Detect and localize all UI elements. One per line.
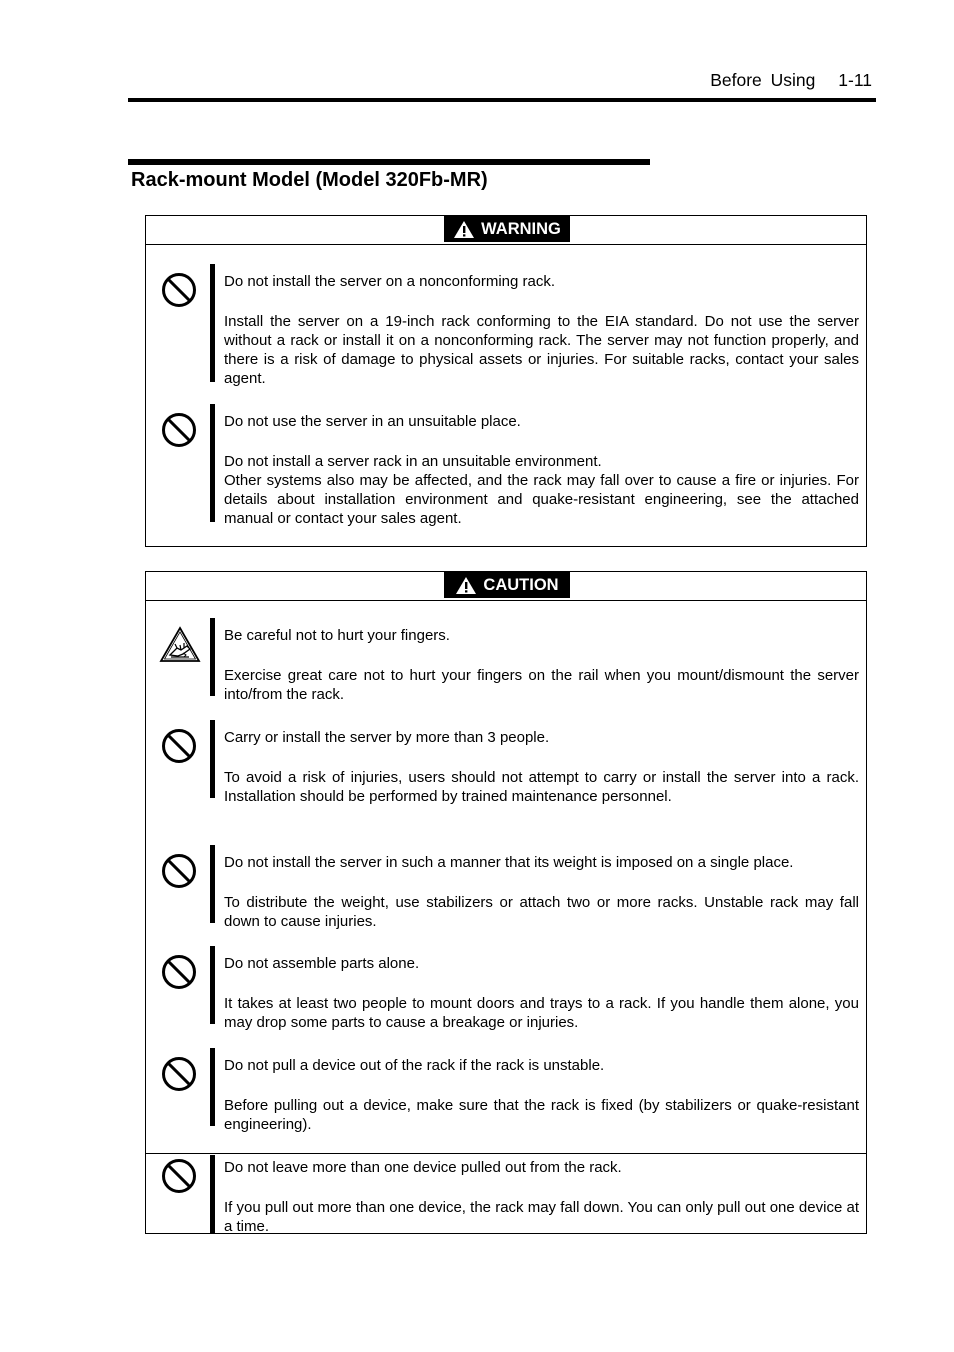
- item-title: Do not leave more than one device pulled out from the rack.: [224, 1159, 622, 1176]
- item-bar: [210, 845, 215, 923]
- section-rule: [128, 159, 650, 165]
- item-text: [224, 853, 859, 931]
- item-bar: [210, 1048, 215, 1126]
- caution-box: [145, 571, 867, 1234]
- prohibition-icon: [161, 412, 197, 448]
- caution-label-text: CAUTION: [483, 575, 559, 594]
- header-rule: [128, 98, 876, 102]
- item-title: Do not install the server on a nonconforming rack.: [224, 273, 556, 290]
- item-text: [224, 626, 859, 704]
- item-title: Do not pull a device out of the rack if the rack is unstable.: [224, 1057, 605, 1074]
- warning-box: [145, 215, 867, 547]
- warning-header: [146, 216, 866, 245]
- warning-triangle-icon: [455, 576, 477, 595]
- item-text: [224, 1056, 859, 1134]
- item-title: Do not use the server in an unsuitable place.: [224, 413, 521, 430]
- item-body: Before pulling out a device, make sure that the rack is fixed (by stabilizers or quake-resistant engineering).: [224, 1097, 859, 1133]
- item-body: Exercise great care not to hurt your fingers on the rail when you mount/dismount the server into/from the rack.: [224, 667, 859, 703]
- item-title: Carry or install the server by more than 3 people.: [224, 729, 550, 746]
- finger-pinch-icon: [159, 626, 201, 664]
- warning-label: [444, 216, 570, 242]
- warning-label-text: WARNING: [481, 219, 561, 238]
- item-body: It takes at least two people to mount doors and trays to a rack. If you handle them alone, you may drop some parts to cause a breakage or injuries.: [224, 995, 859, 1031]
- prohibition-icon: [161, 728, 197, 764]
- caution-label: [444, 572, 570, 598]
- section-title: Rack-mount Model (Model 320Fb-MR): [131, 169, 488, 191]
- item-text: [224, 272, 859, 388]
- item-body: Other systems also may be affected, and the rack may fall over to cause a fire or injuries. For details about installation environment and quake-resistant engineering, see the attached manual or contact your sales agent.: [224, 472, 859, 527]
- item-divider: [146, 1153, 866, 1154]
- warning-triangle-icon: [453, 220, 475, 239]
- item-body: To distribute the weight, use stabilizers or attach two or more racks. Unstable rack may fall down to cause injuries.: [224, 894, 859, 930]
- item-title: Do not assemble parts alone.: [224, 955, 420, 972]
- item-body: Do not install a server rack in an unsuitable environment.: [224, 453, 602, 470]
- running-header: [710, 70, 872, 91]
- prohibition-icon: [161, 272, 197, 308]
- item-text: [224, 954, 859, 1032]
- item-bar: [210, 264, 215, 382]
- item-bar: [210, 618, 215, 696]
- item-bar: [210, 404, 215, 522]
- header-section: Before Using: [710, 70, 816, 90]
- item-title: Do not install the server in such a manner that its weight is imposed on a single place.: [224, 854, 794, 871]
- page-number: 1-11: [838, 70, 872, 90]
- prohibition-icon: [161, 1158, 197, 1194]
- item-text: [224, 728, 859, 806]
- item-text: [224, 412, 859, 528]
- item-bar: [210, 946, 215, 1024]
- item-body: Install the server on a 19-inch rack conforming to the EIA standard. Do not use the server without a rack or install it on a nonconforming rack. The server may not function properly, and there is a risk of damage to physical assets or injuries. For suitable racks, contact your sales agent.: [224, 313, 859, 387]
- item-body: To avoid a risk of injuries, users should not attempt to carry or install the server into a rack. Installation should be performed by trained maintenance personnel.: [224, 769, 859, 805]
- prohibition-icon: [161, 853, 197, 889]
- item-title: Be careful not to hurt your fingers.: [224, 627, 450, 644]
- prohibition-icon: [161, 954, 197, 990]
- item-text: [224, 1158, 859, 1236]
- item-bar: [210, 720, 215, 798]
- item-bar: [210, 1155, 215, 1233]
- caution-header: [146, 572, 866, 601]
- prohibition-icon: [161, 1056, 197, 1092]
- item-body: If you pull out more than one device, the rack may fall down. You can only pull out one device at a time.: [224, 1199, 859, 1235]
